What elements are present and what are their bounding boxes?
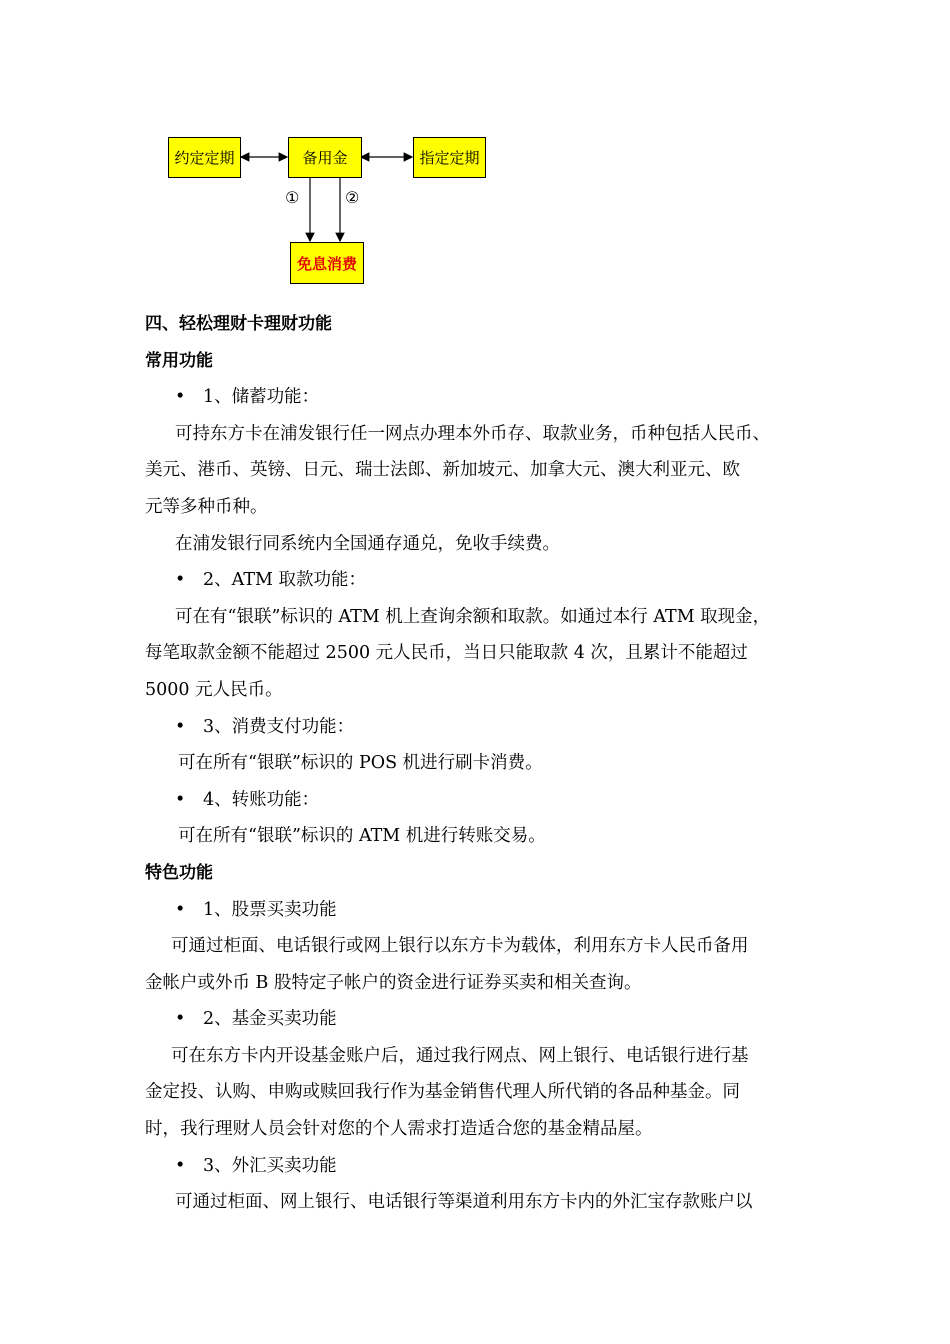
list-item xyxy=(145,892,825,929)
paragraph-line: 金帐户或外币 B 股特定子帐户的资金进行证券买卖和相关查询。 xyxy=(145,972,642,993)
document-body xyxy=(145,306,825,1221)
paragraph-line: 可在有“银联”标识的 ATM 机上查询余额和取款。如通过本行 ATM 取现金， xyxy=(175,606,771,627)
paragraph-line: 可在东方卡内开设基金账户后，通过我行网点、网上银行、电话银行进行基 xyxy=(171,1045,749,1066)
paragraph-line: 可在所有“银联”标识的 ATM 机进行转账交易。 xyxy=(178,826,546,847)
item-title: 3、外汇买卖功能 xyxy=(203,1155,337,1176)
section-title: 四、轻松理财卡理财功能 xyxy=(145,314,332,334)
list-item xyxy=(145,782,825,819)
marker-1: ① xyxy=(285,188,300,207)
list-item xyxy=(145,1001,825,1038)
item-title: 3、消费支付功能： xyxy=(203,716,355,737)
item-title: 2、ATM 取款功能： xyxy=(203,570,366,591)
paragraph-line: 可在所有“银联”标识的 POS 机进行刷卡消费。 xyxy=(178,753,543,774)
paragraph-line: 元等多种币种。 xyxy=(145,496,268,517)
paragraph-line: 5000 元人民币。 xyxy=(145,679,283,700)
paragraph-line: 可通过柜面、网上银行、电话银行等渠道利用东方卡内的外汇宝存款账户以 xyxy=(175,1192,753,1213)
list-item xyxy=(145,709,825,746)
box-fixed-term-agreed: 约定定期 xyxy=(168,137,241,178)
item-title: 2、基金买卖功能 xyxy=(203,1009,337,1030)
paragraph-line: 在浦发银行同系统内全国通存通兑，免收手续费。 xyxy=(175,533,560,554)
bullet-icon: • xyxy=(175,1155,186,1176)
flow-diagram xyxy=(0,0,950,300)
box-reserve-fund: 备用金 xyxy=(288,137,362,178)
list-item xyxy=(145,379,825,416)
item-title: 1、股票买卖功能 xyxy=(203,899,337,920)
bullet-icon: • xyxy=(175,387,186,408)
paragraph-line: 时，我行理财人员会针对您的个人需求打造适合您的基金精品屋。 xyxy=(145,1119,653,1140)
box-fixed-term-designated: 指定定期 xyxy=(413,137,486,178)
paragraph-line: 金定投、认购、申购或赎回我行作为基金销售代理人所代销的各品种基金。同 xyxy=(145,1082,740,1103)
bullet-icon: • xyxy=(175,899,186,920)
marker-2: ② xyxy=(345,188,360,207)
common-functions-heading: 常用功能 xyxy=(145,350,213,371)
list-item xyxy=(145,1148,825,1185)
item-title: 1、储蓄功能： xyxy=(203,387,320,408)
paragraph-line: 美元、港币、英镑、日元、瑞士法郎、新加坡元、加拿大元、澳大利亚元、欧 xyxy=(145,460,740,481)
bullet-icon: • xyxy=(175,1009,186,1030)
box-interest-free-spending: 免息消费 xyxy=(290,242,364,284)
special-functions-heading: 特色功能 xyxy=(145,862,213,883)
bullet-icon: • xyxy=(175,570,186,591)
bullet-icon: • xyxy=(175,716,186,737)
paragraph-line: 可持东方卡在浦发银行任一网点办理本外币存、取款业务，币种包括人民币、 xyxy=(175,423,770,444)
bullet-icon: • xyxy=(175,789,186,810)
item-title: 4、转账功能： xyxy=(203,789,320,810)
paragraph-line: 可通过柜面、电话银行或网上银行以东方卡为载体，利用东方卡人民币备用 xyxy=(171,936,749,957)
paragraph-line: 每笔取款金额不能超过 2500 元人民币，当日只能取款 4 次，且累计不能超过 xyxy=(145,643,748,664)
list-item xyxy=(145,562,825,599)
